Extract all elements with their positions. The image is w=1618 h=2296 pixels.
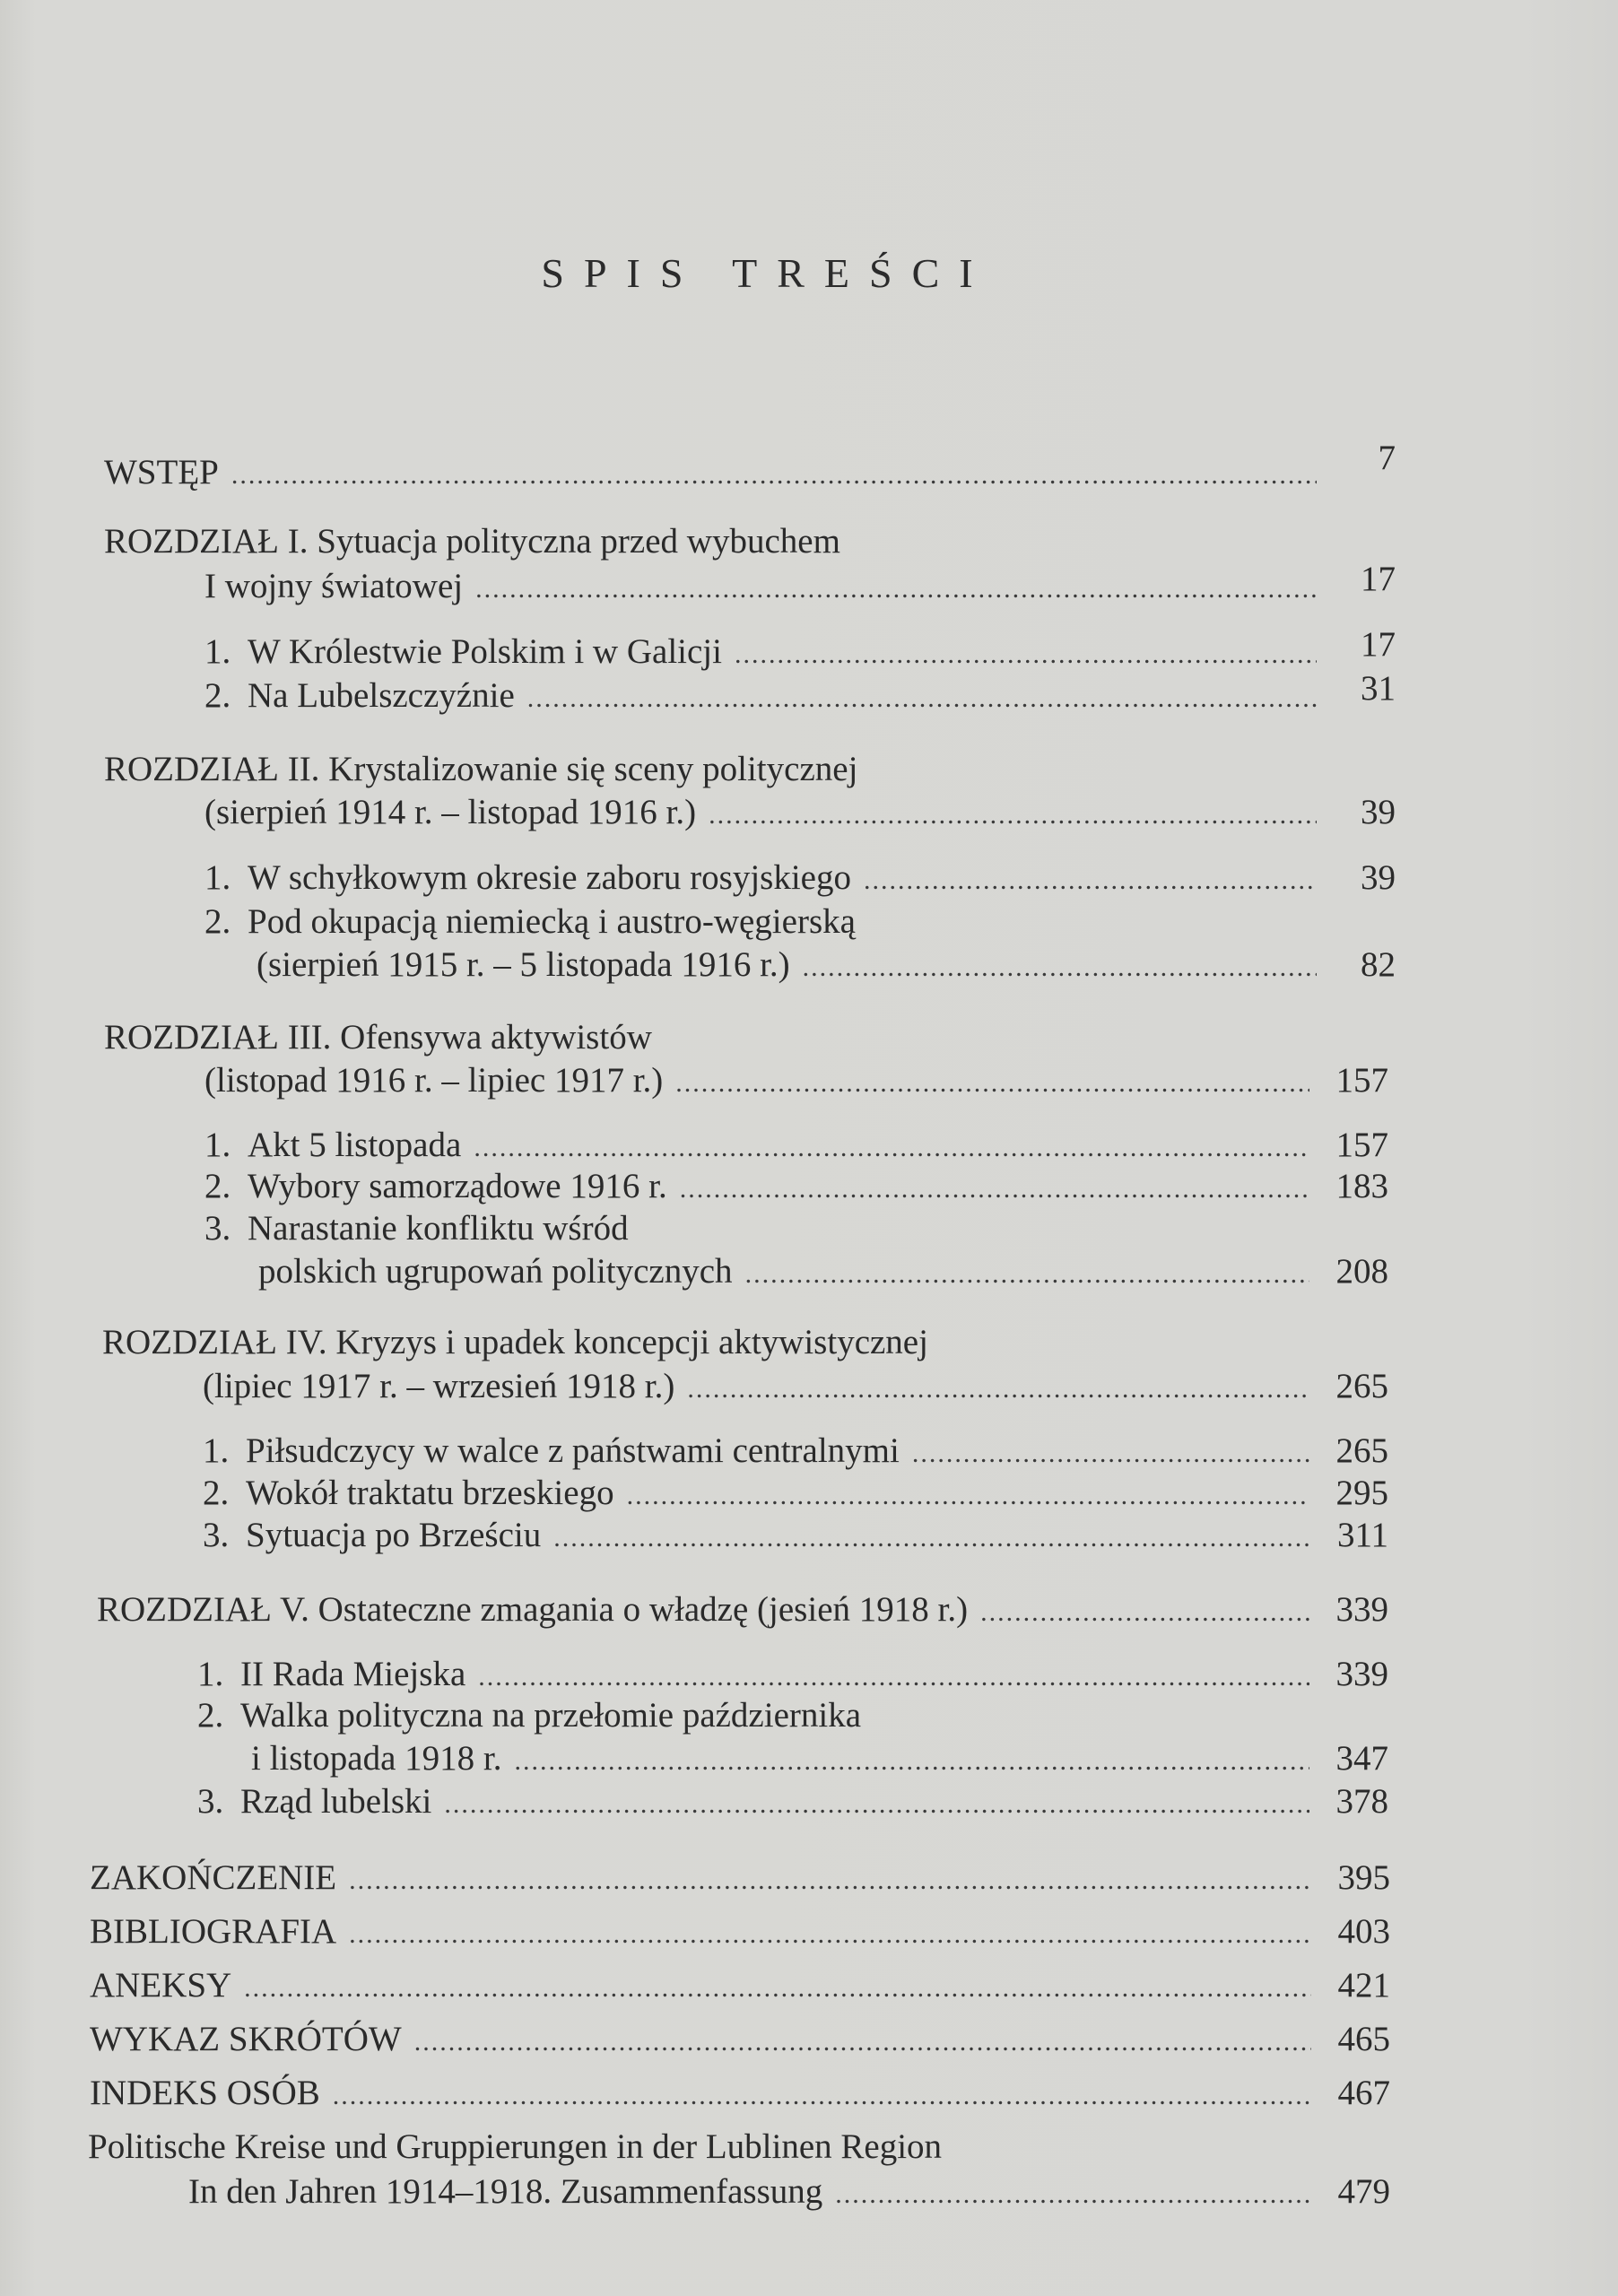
page-number: 157 xyxy=(1335,1126,1388,1164)
section-number: 1. xyxy=(204,632,231,671)
toc-entry-section[interactable] xyxy=(203,1472,1388,1518)
section-number: 2. xyxy=(204,676,231,715)
toc-entry-section[interactable] xyxy=(197,1653,1388,1699)
page-number: 265 xyxy=(1335,1367,1388,1405)
page-number: 208 xyxy=(1335,1252,1388,1291)
section-title: Rząd lubelski xyxy=(240,1782,432,1821)
section-number: 3. xyxy=(203,1516,230,1554)
toc-entry-chapter-2[interactable] xyxy=(204,791,1396,837)
dot-leader xyxy=(912,1432,1309,1475)
dot-leader xyxy=(333,2074,1311,2118)
section-title: Walka polityczna na przełomie października xyxy=(240,1696,862,1735)
toc-entry-section[interactable] xyxy=(251,1737,1388,1783)
toc-entry-section-line1 xyxy=(197,1694,1388,1737)
toc-entry-section[interactable] xyxy=(203,1514,1388,1560)
section-title-continued: i listopada 1918 r. xyxy=(251,1739,502,1778)
chapter-title: ROZDZIAŁ III. Ofensywa aktywistów xyxy=(104,1018,652,1057)
section-number: 1. xyxy=(204,1126,231,1164)
section-title: W schyłkowym okresie zaboru rosyjskiego xyxy=(248,858,851,897)
toc-entry-section[interactable] xyxy=(204,857,1396,902)
toc-entry-zakonczenie[interactable] xyxy=(90,1857,1390,1902)
page-number: 479 xyxy=(1337,2172,1390,2211)
page-number: 295 xyxy=(1335,1474,1388,1512)
page-number: 403 xyxy=(1337,1912,1390,1951)
chapter-subtitle: (listopad 1916 r. – lipiec 1917 r.) xyxy=(204,1061,664,1100)
dot-leader xyxy=(735,633,1317,676)
summary-title: Politische Kreise und Gruppierungen in der Lublinen Region xyxy=(88,2127,943,2166)
dot-leader xyxy=(553,1517,1309,1560)
toc-entry-chapter-3[interactable] xyxy=(204,1059,1388,1105)
chapter-title: ROZDZIAŁ II. Krystalizowanie się sceny politycznej xyxy=(104,750,858,788)
toc-entry-chapter-1[interactable] xyxy=(204,560,1396,611)
dot-leader xyxy=(745,1253,1309,1296)
dot-leader xyxy=(444,1783,1309,1826)
section-number: 3. xyxy=(197,1782,224,1821)
chapter-title: ROZDZIAŁ I. Sytuacja polityczna przed wybuchem xyxy=(104,522,840,561)
toc-entry-section[interactable] xyxy=(257,944,1396,989)
page-number: 17 xyxy=(1361,560,1396,598)
dot-leader xyxy=(687,1368,1309,1411)
toc-entry-chapter-4[interactable] xyxy=(203,1365,1388,1411)
toc-entry-section[interactable] xyxy=(197,1780,1388,1826)
section-number: 2. xyxy=(204,902,231,941)
entry-label: BIBLIOGRAFIA xyxy=(90,1912,337,1951)
dot-leader xyxy=(514,1740,1309,1783)
dot-leader xyxy=(414,2021,1311,2064)
toc-entry-bibliografia[interactable] xyxy=(90,1910,1390,1956)
chapter-4-heading xyxy=(102,1321,1394,1364)
dot-leader xyxy=(680,1168,1309,1211)
chapter-subtitle: I wojny światowej xyxy=(204,567,464,605)
toc-entry-section-line1 xyxy=(204,900,1396,944)
summary-heading xyxy=(88,2126,1390,2169)
summary-subtitle: In den Jahren 1914–1918. Zusammenfassung xyxy=(188,2172,823,2211)
page-number: 311 xyxy=(1336,1516,1388,1554)
toc-entry-aneksy[interactable] xyxy=(90,1964,1390,2010)
section-title: Wybory samorządowe 1916 r. xyxy=(248,1167,667,1205)
toc-entry-section[interactable] xyxy=(203,1430,1388,1475)
section-title-continued: polskich ugrupowań politycznych xyxy=(258,1252,733,1291)
dot-leader xyxy=(478,1656,1309,1699)
dot-leader xyxy=(349,1859,1311,1902)
dot-leader xyxy=(803,946,1317,989)
chapter-2-heading xyxy=(104,748,1396,791)
page-number: 421 xyxy=(1337,1966,1390,2005)
page-number: 82 xyxy=(1361,945,1396,984)
page-number: 465 xyxy=(1337,2020,1390,2058)
page-number: 157 xyxy=(1335,1061,1388,1100)
page-number: 395 xyxy=(1337,1858,1390,1897)
toc-entry-chapter-5[interactable] xyxy=(97,1588,1388,1634)
section-number: 1. xyxy=(197,1655,224,1693)
chapter-title: ROZDZIAŁ V. Ostateczne zmagania o władzę (jesień 1918 r.) xyxy=(97,1590,969,1629)
section-number: 3. xyxy=(204,1209,231,1248)
section-number: 2. xyxy=(203,1474,230,1512)
dot-leader xyxy=(980,1591,1309,1634)
toc-entry-section-line1 xyxy=(204,1207,1388,1250)
page-number: 39 xyxy=(1361,858,1396,897)
section-number: 2. xyxy=(197,1696,224,1735)
section-title: Pod okupacją niemiecką i austro-węgierską xyxy=(248,902,856,941)
chapter-title: ROZDZIAŁ IV. Kryzys i upadek koncepcji aktywistycznej xyxy=(102,1323,928,1361)
section-number: 2. xyxy=(204,1167,231,1205)
section-title: W Królestwie Polskim i w Galicji xyxy=(248,632,722,671)
dot-leader xyxy=(864,859,1317,902)
section-number: 1. xyxy=(204,858,231,897)
page-number: 17 xyxy=(1361,625,1396,664)
page-number: 7 xyxy=(1378,439,1396,477)
page-number: 347 xyxy=(1335,1739,1388,1778)
dot-leader xyxy=(231,454,1317,497)
dot-leader xyxy=(475,568,1317,611)
toc-entry-section[interactable] xyxy=(204,669,1396,720)
section-title: Na Lubelszczyźnie xyxy=(248,676,515,715)
toc-entry-wykaz-skrotow[interactable] xyxy=(90,2018,1390,2064)
toc-entry-wstep[interactable] xyxy=(104,439,1396,497)
section-title: Sytuacja po Brześciu xyxy=(246,1516,542,1554)
dot-leader xyxy=(675,1062,1309,1105)
chapter-1-heading xyxy=(104,520,1396,563)
dot-leader xyxy=(244,1967,1311,2010)
toc-entry-indeks-osob[interactable] xyxy=(90,2072,1390,2118)
section-number: 1. xyxy=(203,1431,230,1470)
section-title: Akt 5 listopada xyxy=(248,1126,462,1164)
page-number: 378 xyxy=(1335,1782,1388,1821)
entry-label: WYKAZ SKRÓTÓW xyxy=(90,2020,402,2058)
page-number: 31 xyxy=(1361,669,1396,708)
entry-label: INDEKS OSÓB xyxy=(90,2074,320,2112)
dot-leader xyxy=(835,2173,1311,2216)
section-title: Narastanie konfliktu wśród xyxy=(248,1209,629,1248)
page-number: 467 xyxy=(1337,2074,1390,2112)
entry-label: WSTĘP xyxy=(104,453,219,491)
dot-leader xyxy=(474,1126,1309,1170)
dot-leader xyxy=(349,1913,1311,1956)
page-number: 265 xyxy=(1335,1431,1388,1470)
chapter-subtitle: (lipiec 1917 r. – wrzesień 1918 r.) xyxy=(203,1367,675,1405)
page-number: 39 xyxy=(1361,793,1396,831)
section-title: II Rada Miejska xyxy=(240,1655,466,1693)
toc-entry-section[interactable] xyxy=(204,1124,1388,1170)
toc-entry-section[interactable] xyxy=(204,625,1396,676)
page-title: SPIS TREŚCI xyxy=(541,250,993,296)
section-title: Piłsudczycy w walce z państwami centralnymi xyxy=(246,1431,900,1470)
section-title-continued: (sierpień 1915 r. – 5 listopada 1916 r.) xyxy=(257,945,790,984)
section-title: Wokół traktatu brzeskiego xyxy=(246,1474,614,1512)
entry-label: ANEKSY xyxy=(90,1966,232,2005)
dot-leader xyxy=(527,677,1317,720)
page-number: 183 xyxy=(1335,1167,1388,1205)
page-number: 339 xyxy=(1335,1590,1388,1629)
toc-entry-section[interactable] xyxy=(258,1250,1388,1296)
chapter-subtitle: (sierpień 1914 r. – listopad 1916 r.) xyxy=(204,793,697,831)
dot-leader xyxy=(627,1474,1309,1518)
page-number: 339 xyxy=(1335,1655,1388,1693)
entry-label: ZAKOŃCZENIE xyxy=(90,1858,337,1897)
chapter-3-heading xyxy=(104,1016,1396,1059)
toc-entry-summary[interactable] xyxy=(188,2170,1390,2216)
toc-entry-section[interactable] xyxy=(204,1165,1388,1211)
dot-leader xyxy=(709,794,1317,837)
